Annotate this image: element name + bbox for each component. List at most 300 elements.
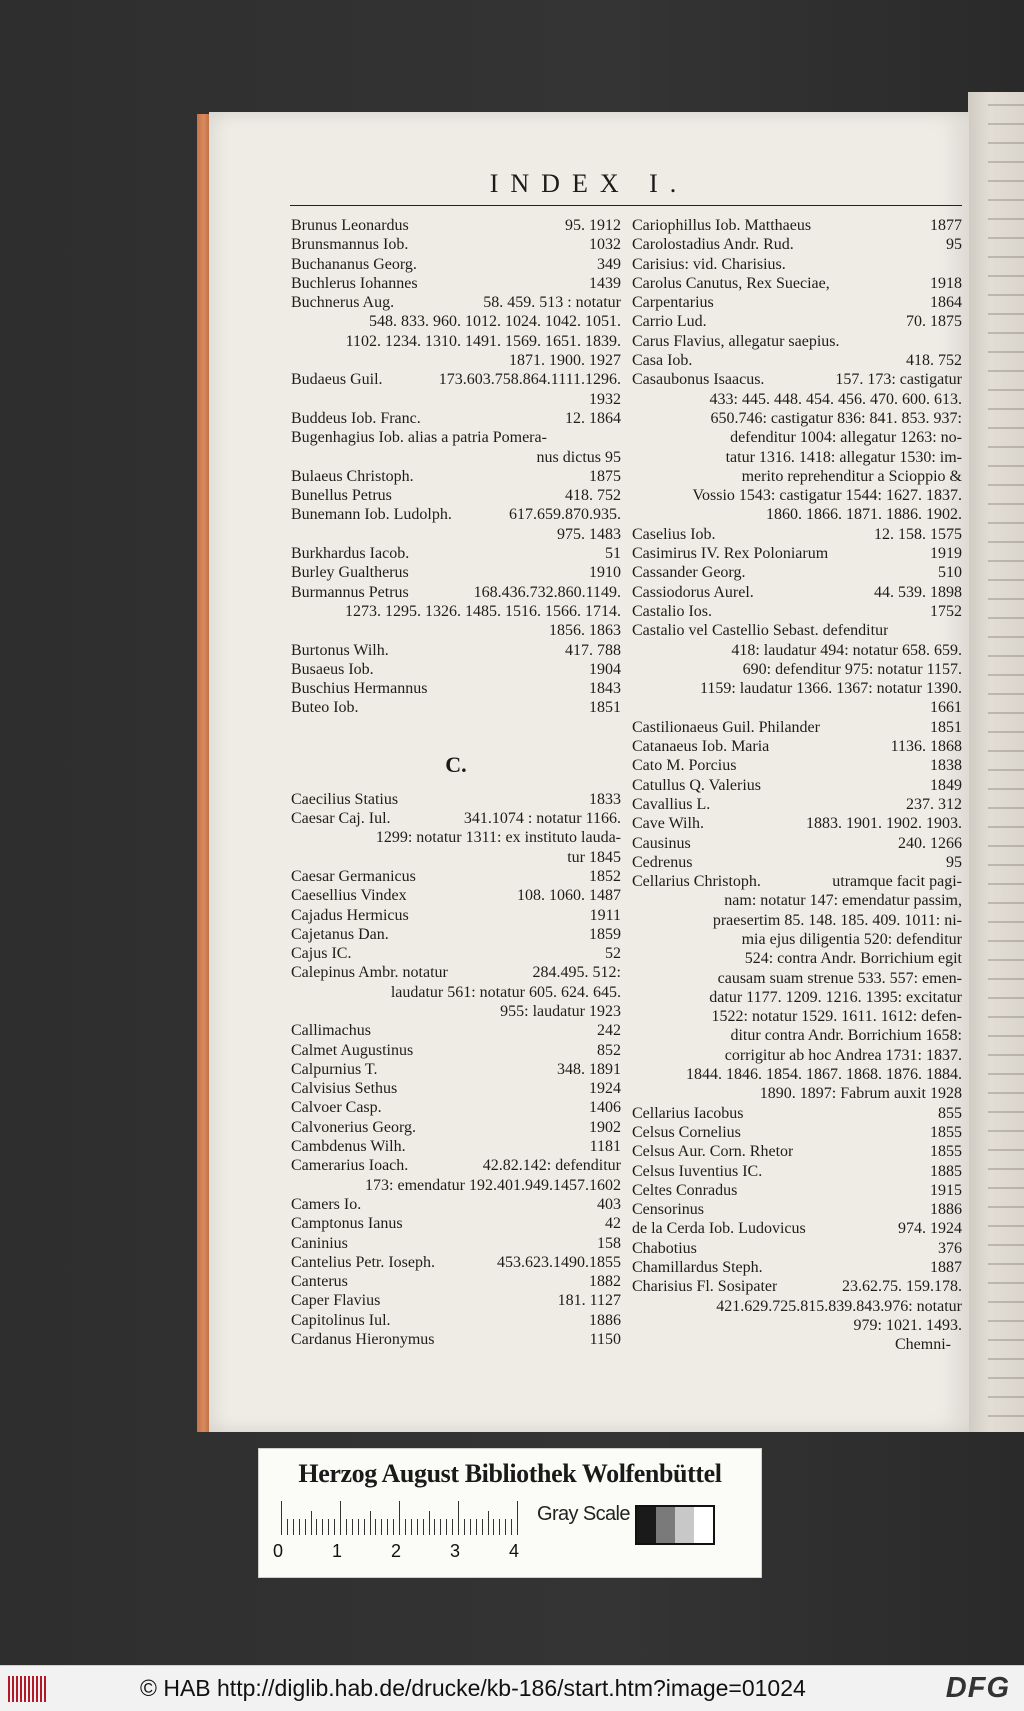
entry-pages: 1833 — [589, 790, 621, 808]
entry-pages: 1855 — [930, 1143, 962, 1161]
entry-heading — [632, 814, 962, 833]
index-entry — [632, 235, 962, 254]
entry-heading — [291, 370, 621, 389]
ruler-tick — [493, 1519, 494, 1535]
entry-heading — [291, 867, 621, 886]
entry-name: Cantelius Petr. Ioseph. — [291, 1253, 435, 1271]
index-entry — [291, 944, 621, 963]
entry-pages: 1875 — [589, 467, 621, 485]
entry-heading — [291, 293, 621, 312]
entry-heading — [632, 583, 962, 602]
entry-name: Burmannus Petrus — [291, 583, 409, 601]
entry-pages: 1911 — [589, 906, 621, 924]
scale-number: 1 — [332, 1541, 343, 1561]
ruler-tick — [452, 1519, 453, 1535]
entry-pages: 453.623.1490.1855 — [497, 1253, 621, 1271]
entry-heading — [632, 1123, 962, 1142]
entry-pages: 1918 — [930, 274, 962, 292]
index-entry — [632, 621, 962, 717]
entry-name: Casaubonus Isaacus. — [632, 371, 765, 389]
entry-pages: 1910 — [589, 564, 621, 582]
index-entry — [291, 467, 621, 486]
entry-pages: 1849 — [930, 776, 962, 794]
left-column — [291, 216, 621, 1349]
entry-continuation: defenditur 1004: allegatur 1263: no- — [730, 429, 962, 447]
entry-name: Caper Flavius — [291, 1292, 381, 1310]
index-entry — [632, 544, 962, 563]
entry-heading — [632, 1239, 962, 1258]
ruler-tick — [334, 1519, 335, 1535]
entry-pages: 51 — [605, 545, 621, 563]
entry-pages: 42 — [605, 1215, 621, 1233]
entry-name: Castalio vel Castellio Sebast. defenditur — [632, 622, 889, 640]
entry-name: Censorinus — [632, 1201, 704, 1219]
index-entry — [632, 1162, 962, 1181]
entry-pages: 349 — [597, 255, 621, 273]
entry-heading — [291, 1253, 621, 1272]
entry-continuation: 433: 445. 448. 454. 456. 470. 600. 613. — [709, 390, 962, 408]
entry-pages: 1406 — [589, 1099, 621, 1117]
ruler-tick — [411, 1519, 412, 1535]
entry-heading — [632, 1162, 962, 1181]
entry-heading — [632, 1181, 962, 1200]
entry-heading — [291, 409, 621, 428]
ruler-tick — [346, 1519, 347, 1535]
entry-name: Celsus Cornelius — [632, 1123, 741, 1141]
entry-heading — [291, 963, 621, 982]
entry-heading — [291, 563, 621, 582]
index-entry — [291, 1291, 621, 1310]
index-entry — [291, 1118, 621, 1137]
entry-heading — [291, 428, 621, 447]
entry-pages: 1032 — [589, 236, 621, 254]
hab-logo-icon — [8, 1676, 48, 1702]
index-entry — [632, 293, 962, 312]
index-entry — [632, 525, 962, 544]
entry-heading — [291, 679, 621, 698]
entry-name: Calpurnius T. — [291, 1060, 378, 1078]
entry-heading — [291, 660, 621, 679]
entry-name: Calvisius Sethus — [291, 1080, 398, 1098]
index-entry — [632, 872, 962, 1104]
ruler-tick — [464, 1519, 465, 1535]
entry-pages: 1855 — [930, 1123, 962, 1141]
entry-heading — [291, 925, 621, 944]
entry-pages: 70. 1875 — [906, 313, 962, 331]
entry-heading — [291, 1234, 621, 1253]
index-entry — [291, 1060, 621, 1079]
entry-heading — [291, 1214, 621, 1233]
entry-heading — [291, 906, 621, 925]
entry-name: Buschius Hermannus — [291, 680, 428, 698]
entry-continuation: 955: laudatur 1923 — [500, 1002, 621, 1020]
entry-heading — [291, 1098, 621, 1117]
ruler-tick — [287, 1519, 288, 1535]
index-entry — [291, 1041, 621, 1060]
index-entry — [291, 963, 621, 1021]
index-entry — [291, 1098, 621, 1117]
entry-continuation: Vossio 1543: castigatur 1544: 1627. 1837. — [692, 487, 962, 505]
index-entry — [291, 698, 621, 717]
entry-pages: 1924 — [589, 1080, 621, 1098]
ruler-tick — [429, 1511, 430, 1535]
entry-pages: 12. 1864 — [565, 409, 621, 427]
entry-heading — [632, 255, 962, 274]
index-entry — [632, 776, 962, 795]
ruler-tick — [328, 1519, 329, 1535]
entry-heading — [291, 641, 621, 660]
entries-c-continued — [632, 216, 962, 1335]
ruler-tick — [417, 1519, 418, 1535]
catchword: Chemni- — [895, 1336, 951, 1353]
entry-pages: 95. 1912 — [565, 217, 621, 234]
entry-continuation: 1273. 1295. 1326. 1485. 1516. 1566. 1714. — [345, 602, 621, 620]
ruler-tick — [352, 1519, 353, 1535]
entry-heading — [632, 332, 962, 351]
scale-number: 0 — [273, 1541, 284, 1561]
index-entry — [291, 1079, 621, 1098]
index-entry — [291, 505, 621, 544]
ruler-tick — [434, 1519, 435, 1535]
entry-continuation: 173: emendatur 192.401.949.1457.1602 — [365, 1176, 621, 1194]
entry-name: Bunemann Iob. Ludolph. — [291, 506, 452, 524]
entry-name: Caecilius Statius — [291, 790, 399, 808]
entry-pages: 1181 — [589, 1138, 621, 1156]
entry-heading — [632, 602, 962, 621]
entry-heading — [291, 583, 621, 602]
entry-heading — [632, 370, 962, 389]
library-label — [258, 1448, 762, 1578]
index-entry — [632, 1219, 962, 1238]
ruler-tick — [446, 1519, 447, 1535]
gray-swatch — [694, 1507, 713, 1543]
index-entry — [291, 641, 621, 660]
entry-name: Buchlerus Iohannes — [291, 274, 418, 292]
entry-name: Busaeus Iob. — [291, 660, 374, 678]
entry-name: Buddeus Iob. Franc. — [291, 409, 421, 427]
index-entry — [291, 255, 621, 274]
entry-pages: 510 — [938, 564, 962, 582]
entry-pages: 1886 — [589, 1311, 621, 1329]
entry-continuation: corrigitur ab hoc Andrea 1731: 1837. — [724, 1046, 962, 1064]
entry-continuation: 418: laudatur 494: notatur 658. 659. — [731, 641, 962, 659]
entry-continuation: laudatur 561: notatur 605. 624. 645. — [390, 983, 621, 1001]
index-entry — [291, 1137, 621, 1156]
entry-name: Castilionaeus Guil. Philander — [632, 718, 820, 736]
entry-name: Cajus IC. — [291, 945, 352, 963]
gray-swatch — [656, 1507, 675, 1543]
entry-heading — [632, 718, 962, 737]
entry-name: Calmet Augustinus — [291, 1041, 414, 1059]
library-name: Herzog August Bibliothek Wolfenbüttel — [298, 1459, 722, 1488]
entry-pages: 418. 752 — [565, 487, 621, 505]
index-entry — [632, 255, 962, 274]
ruler-tick — [405, 1519, 406, 1535]
entry-name: Catanaeus Iob. Maria — [632, 738, 770, 756]
entry-heading — [291, 486, 621, 505]
entry-continuation: nus dictus 95 — [536, 448, 621, 466]
entry-heading — [291, 1330, 621, 1349]
ruler-tick — [381, 1519, 382, 1535]
entry-pages: 1864 — [930, 294, 962, 312]
index-entry — [632, 1142, 962, 1161]
entry-pages: 1882 — [589, 1273, 621, 1291]
entry-heading — [291, 274, 621, 293]
ruler-tick — [322, 1519, 323, 1535]
entry-heading — [632, 872, 962, 891]
entry-name: Cavallius L. — [632, 795, 711, 813]
index-entry — [291, 925, 621, 944]
entry-name: Camers Io. — [291, 1195, 362, 1213]
entry-name: Buteo Iob. — [291, 699, 359, 717]
index-entry — [291, 1311, 621, 1330]
entry-heading — [291, 1272, 621, 1291]
index-entry — [632, 853, 962, 872]
index-entry — [632, 583, 962, 602]
entry-continuation: ditur contra Andr. Borrichium 1658: — [730, 1027, 962, 1045]
entry-continuation: 1860. 1866. 1871. 1886. 1902. — [766, 506, 962, 524]
entry-name: Castalio Ios. — [632, 602, 712, 620]
entry-pages: 108. 1060. 1487 — [517, 887, 621, 905]
right-column — [632, 216, 962, 1335]
entry-heading — [632, 1258, 962, 1277]
entry-heading — [632, 525, 962, 544]
entry-name: Bugenhagius Iob. alias a patria Pomera- — [291, 429, 547, 447]
index-entry — [632, 312, 962, 331]
ruler-tick — [440, 1519, 441, 1535]
index-entry — [632, 1200, 962, 1219]
index-entry — [291, 1272, 621, 1291]
entry-name: Cajetanus Dan. — [291, 925, 389, 943]
entry-pages: 1843 — [589, 680, 621, 698]
gray-swatch — [637, 1507, 656, 1543]
entry-pages: 1838 — [930, 757, 962, 775]
entry-continuation: 975. 1483 — [557, 525, 621, 543]
entry-heading — [632, 621, 962, 640]
scale-number: 2 — [391, 1541, 402, 1561]
entry-name: Cambdenus Wilh. — [291, 1138, 406, 1156]
entry-heading — [632, 1142, 962, 1161]
entry-pages: 617.659.870.935. — [509, 506, 621, 524]
entry-heading — [291, 255, 621, 274]
entry-pages: 1136. 1868 — [890, 738, 962, 756]
entry-name: Canterus — [291, 1273, 348, 1291]
index-entry — [291, 809, 621, 867]
gray-scale-swatches — [635, 1505, 715, 1545]
entry-name: Chabotius — [632, 1239, 697, 1257]
entry-continuation: 1844. 1846. 1854. 1867. 1868. 1876. 1884. — [686, 1066, 962, 1084]
entry-continuation: 1890. 1897: Fabrum auxit 1928 — [759, 1085, 962, 1103]
entry-pages: 95 — [946, 853, 962, 871]
entry-pages: 1851 — [930, 718, 962, 736]
entry-name: Burkhardus Iacob. — [291, 545, 410, 563]
adjacent-page-text — [988, 92, 1024, 1432]
index-entry — [632, 814, 962, 833]
scale-number: 3 — [450, 1541, 461, 1561]
entry-name: Calepinus Ambr. notatur — [291, 964, 448, 982]
entry-name: Cato M. Porcius — [632, 757, 737, 775]
index-entry — [632, 756, 962, 775]
entry-name: Celsus Iuventius IC. — [632, 1162, 763, 1180]
entry-pages: 12. 158. 1575 — [874, 525, 962, 543]
ruler-tick — [375, 1519, 376, 1535]
entry-pages: 44. 539. 1898 — [874, 583, 962, 601]
entry-continuation: 421.629.725.815.839.843.976: notatur — [716, 1297, 962, 1315]
ruler-tick — [499, 1519, 500, 1535]
index-entry — [632, 795, 962, 814]
entry-name: Camerarius Ioach. — [291, 1157, 409, 1175]
gray-scale-label: Gray Scale — [537, 1503, 630, 1525]
entry-name: Camptonus Ianus — [291, 1215, 403, 1233]
entry-pages: 42.82.142: defenditur — [482, 1157, 621, 1175]
entry-name: Cassander Georg. — [632, 564, 746, 582]
entry-name: Cajadus Hermicus — [291, 906, 409, 924]
entry-pages: 1919 — [930, 545, 962, 563]
entry-pages: 168.436.732.860.1149. — [473, 583, 621, 601]
entry-name: Carpentarius — [632, 294, 714, 312]
entry-pages: 341.1074 : notatur 1166. — [463, 810, 621, 828]
entry-continuation: 1932 — [589, 390, 621, 408]
index-entry — [632, 563, 962, 582]
entry-heading — [632, 756, 962, 775]
entry-pages: 173.603.758.864.1111.1296. — [438, 371, 621, 389]
footer-bar — [0, 1665, 1024, 1711]
index-entry — [632, 1123, 962, 1142]
entry-heading — [291, 1195, 621, 1214]
entry-name: Carisius: vid. Charisius. — [632, 255, 786, 273]
ruler-tick — [505, 1519, 506, 1535]
entry-continuation: tur 1845 — [567, 848, 621, 866]
entry-heading — [291, 809, 621, 828]
ruler-tick — [482, 1519, 483, 1535]
entry-pages: 1877 — [930, 217, 962, 234]
entry-name: Carolostadius Andr. Rud. — [632, 236, 794, 254]
entry-name: Cardanus Hieronymus — [291, 1331, 435, 1349]
ruler-tick — [476, 1519, 477, 1535]
entry-pages: 1852 — [589, 867, 621, 885]
entry-continuation: 1299: notatur 1311: ex instituto lauda- — [375, 829, 621, 847]
entry-name: Carus Flavius, allegatur saepius. — [632, 332, 840, 350]
entry-heading — [632, 312, 962, 331]
entry-heading — [291, 216, 621, 235]
entry-heading — [291, 1291, 621, 1310]
scale-ruler — [281, 1501, 521, 1535]
entry-heading — [291, 698, 621, 717]
index-entry — [291, 867, 621, 886]
entry-name: Calvoer Casp. — [291, 1099, 382, 1117]
entry-continuation: 548. 833. 960. 1012. 1024. 1042. 1051. — [369, 313, 621, 331]
index-entry — [291, 1234, 621, 1253]
ruler-tick — [293, 1519, 294, 1535]
adjacent-page-edge — [968, 92, 1024, 1432]
entry-pages: 1904 — [589, 660, 621, 678]
entry-pages: 348. 1891 — [557, 1060, 621, 1078]
entry-name: Catullus Q. Valerius — [632, 776, 762, 794]
entry-name: Casa Iob. — [632, 352, 693, 370]
ruler-tick — [340, 1501, 341, 1535]
index-entry — [291, 486, 621, 505]
entry-continuation: mia ejus diligentia 520: defenditur — [741, 930, 962, 948]
ruler-tick — [470, 1519, 471, 1535]
ruler-tick — [458, 1501, 459, 1535]
index-entry — [291, 660, 621, 679]
entry-name: Bulaeus Christoph. — [291, 467, 414, 485]
entry-continuation: 690: defenditur 975: notatur 1157. — [742, 660, 962, 678]
ruler-tick — [423, 1519, 424, 1535]
entry-pages: 1439 — [589, 274, 621, 292]
entry-pages: 181. 1127 — [557, 1292, 621, 1310]
entry-pages: 284.495. 512: — [532, 964, 621, 982]
index-entry — [291, 1021, 621, 1040]
entry-pages: 855 — [938, 1104, 962, 1122]
section-letter: C. — [445, 751, 467, 777]
page-title: INDEX I. — [489, 169, 689, 198]
entry-heading — [291, 235, 621, 254]
entry-heading — [632, 1200, 962, 1219]
index-entry — [291, 1195, 621, 1214]
index-entry — [291, 216, 621, 235]
entry-name: Caesar Caj. Iul. — [291, 810, 391, 828]
entry-heading — [291, 944, 621, 963]
entry-continuation: tatur 1316. 1418: allegatur 1530: im- — [725, 448, 962, 466]
entry-continuation: merito reprehenditur a Scioppio & — [741, 467, 962, 485]
entry-continuation: 1522: notatur 1529. 1611. 1612: defen- — [711, 1008, 962, 1026]
entry-heading — [291, 1118, 621, 1137]
entry-heading — [291, 886, 621, 905]
entry-name: Causinus — [632, 834, 691, 852]
entry-name: Caninius — [291, 1234, 348, 1252]
index-entry — [291, 1156, 621, 1195]
entry-heading — [632, 1219, 962, 1238]
entry-pages: 1886 — [930, 1201, 962, 1219]
entry-name: Caesar Germanicus — [291, 867, 416, 885]
index-entry — [291, 274, 621, 293]
entry-pages: 417. 788 — [565, 641, 621, 659]
entries-b — [291, 216, 621, 718]
entry-continuation: 979: 1021. 1493. — [853, 1316, 962, 1334]
index-entry — [291, 679, 621, 698]
index-entry — [291, 1253, 621, 1272]
index-entry — [632, 1258, 962, 1277]
entry-pages: 157. 173: castigatur — [835, 371, 962, 389]
entry-heading — [291, 1060, 621, 1079]
ruler-tick — [311, 1511, 312, 1535]
entry-pages: 23.62.75. 159.178. — [842, 1278, 962, 1296]
entry-continuation: nam: notatur 147: emendatur passim, — [724, 892, 962, 910]
entry-heading — [632, 834, 962, 853]
entry-heading — [632, 216, 962, 235]
entry-pages: 1887 — [930, 1259, 962, 1277]
ruler-tick — [364, 1519, 365, 1535]
entry-heading — [291, 1137, 621, 1156]
entry-continuation: praesertim 85. 148. 185. 409. 1011: ni- — [712, 911, 962, 929]
entry-name: Cariophillus Iob. Matthaeus — [632, 217, 812, 234]
entry-name: Burley Gualtherus — [291, 564, 409, 582]
entry-pages: 158 — [597, 1234, 621, 1252]
entry-name: Buchnerus Aug. — [291, 294, 395, 312]
entry-pages: 237. 312 — [906, 795, 962, 813]
entry-pages: 1883. 1901. 1902. 1903. — [806, 815, 962, 833]
index-entry — [632, 370, 962, 524]
entry-heading — [291, 544, 621, 563]
entry-name: Bunellus Petrus — [291, 487, 392, 505]
copyright-link[interactable]: © HAB http://diglib.hab.de/drucke/kb-186/start.htm?image=01024 — [140, 1675, 806, 1701]
entry-name: Calvonerius Georg. — [291, 1118, 417, 1136]
entry-heading — [632, 235, 962, 254]
entry-heading — [291, 1311, 621, 1330]
entry-heading — [291, 790, 621, 809]
entry-name: Casimirus IV. Rex Poloniarum — [632, 545, 829, 563]
